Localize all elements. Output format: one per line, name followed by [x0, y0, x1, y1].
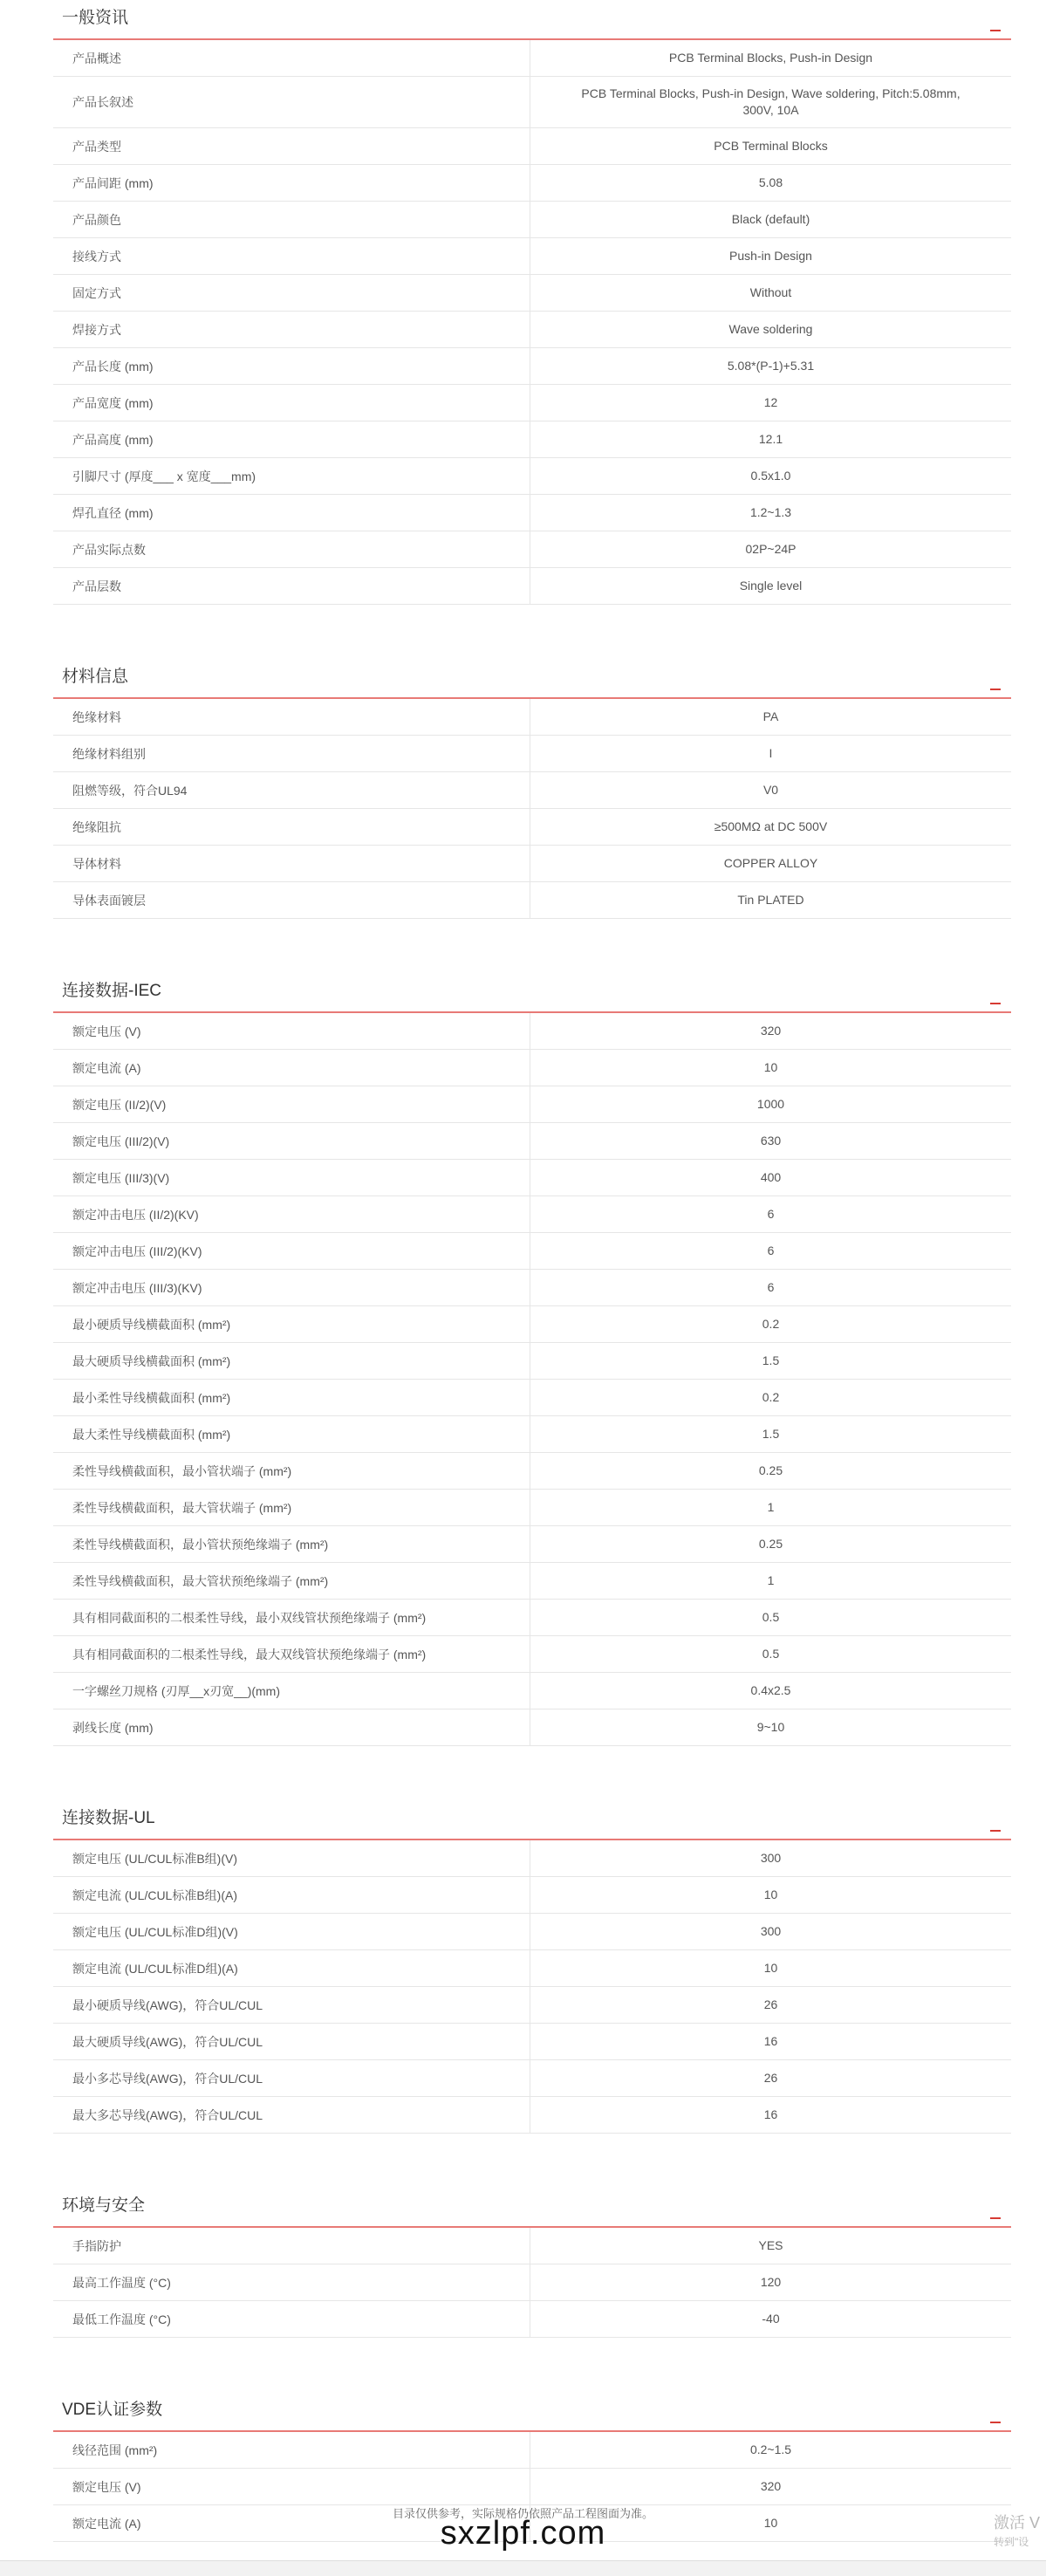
spec-label: 额定电流 (UL/CUL标准B组)(A): [53, 1877, 530, 1914]
spec-label: 一字螺丝刀规格 (刃厚__x刃宽__)(mm): [53, 1673, 530, 1709]
spec-label: 额定电流 (A): [53, 2505, 530, 2542]
spec-label: 绝缘材料: [53, 699, 530, 736]
spec-label: 额定电压 (UL/CUL标准D组)(V): [53, 1914, 530, 1950]
spec-label: 产品间距 (mm): [53, 165, 530, 202]
spec-label: 最大硬质导线(AWG)，符合UL/CUL: [53, 2024, 530, 2060]
spec-label: 最大硬质导线横截面积 (mm²): [53, 1343, 530, 1380]
collapse-icon[interactable]: [990, 2217, 1001, 2219]
spec-value: 10: [530, 1950, 1012, 1987]
section-gap: [53, 1746, 1011, 1800]
spec-label: 额定电压 (V): [53, 2469, 530, 2505]
spec-value: 120: [530, 2264, 1012, 2301]
table-row: [53, 2432, 1011, 2469]
table-row: [53, 1343, 1011, 1380]
windows-activation-notice: [994, 2513, 1046, 2552]
spec-value: 6: [530, 1196, 1012, 1233]
spec-label: 额定电流 (UL/CUL标准D组)(A): [53, 1950, 530, 1987]
spec-value: Push-in Design: [530, 238, 1012, 275]
spec-value: 26: [530, 2060, 1012, 2097]
activation-title: 激活 V: [994, 2514, 1041, 2531]
table-row: [53, 736, 1011, 772]
spec-value: 1.5: [530, 1343, 1012, 1380]
section-header: [53, 0, 1011, 40]
section-header: [53, 1800, 1011, 1840]
spec-label: 线径范围 (mm²): [53, 2432, 530, 2469]
table-row: [53, 1914, 1011, 1950]
collapse-icon[interactable]: [990, 1830, 1001, 1832]
table-row: [53, 1233, 1011, 1270]
table-row: [53, 1086, 1011, 1123]
spec-label: 额定冲击电压 (III/2)(KV): [53, 1233, 530, 1270]
section-gap: [53, 605, 1011, 659]
spec-label: 产品宽度 (mm): [53, 385, 530, 421]
spec-value: I: [530, 736, 1012, 772]
footer-note: 目录仅供参考，实际规格仍依照产品工程图面为准。: [392, 2507, 653, 2520]
table-row: [53, 1416, 1011, 1453]
table-row: [53, 1270, 1011, 1306]
spec-value: ≥500MΩ at DC 500V: [530, 809, 1012, 846]
spec-label: 最高工作温度 (°C): [53, 2264, 530, 2301]
spec-value: 0.5x1.0: [530, 458, 1012, 495]
table-row: [53, 1050, 1011, 1086]
section-header: [53, 2188, 1011, 2228]
table-row: [53, 531, 1011, 568]
spec-value: 10: [530, 1877, 1012, 1914]
site-watermark: sxzlpf.com: [440, 2515, 606, 2552]
spec-label: 剥线长度 (mm): [53, 1709, 530, 1746]
table-row: [53, 2228, 1011, 2264]
table-row: [53, 1673, 1011, 1709]
table-row: [53, 1600, 1011, 1636]
spec-value: 0.2: [530, 1306, 1012, 1343]
table-row: [53, 2469, 1011, 2505]
table-row: [53, 568, 1011, 605]
spec-label: 额定电压 (UL/CUL标准B组)(V): [53, 1840, 530, 1877]
spec-value: 320: [530, 1013, 1012, 1050]
spec-value: 1: [530, 1490, 1012, 1526]
spec-table: [53, 40, 1011, 605]
spec-label: 柔性导线横截面积，最大管状预绝缘端子 (mm²): [53, 1563, 530, 1600]
section-title: VDE认证参数: [62, 2401, 163, 2419]
section-title: 连接数据-IEC: [62, 982, 162, 1000]
table-row: [53, 1160, 1011, 1196]
spec-value: 6: [530, 1233, 1012, 1270]
spec-value: V0: [530, 772, 1012, 809]
table-row: [53, 1013, 1011, 1050]
table-row: [53, 2264, 1011, 2301]
spec-table: [53, 699, 1011, 919]
section-gap: [53, 2338, 1011, 2392]
table-row: [53, 1306, 1011, 1343]
spec-table: [53, 1013, 1011, 1746]
table-row: [53, 1563, 1011, 1600]
spec-label: 额定电压 (III/2)(V): [53, 1123, 530, 1160]
spec-value: 6: [530, 1270, 1012, 1306]
spec-label: 产品实际点数: [53, 531, 530, 568]
spec-value: 0.2~1.5: [530, 2432, 1012, 2469]
spec-value: Without: [530, 275, 1012, 312]
table-row: [53, 40, 1011, 77]
spec-value: 12.1: [530, 421, 1012, 458]
spec-label: 最大多芯导线(AWG)，符合UL/CUL: [53, 2097, 530, 2134]
spec-value: 320: [530, 2469, 1012, 2505]
spec-value: 5.08: [530, 165, 1012, 202]
spec-label: 最小多芯导线(AWG)，符合UL/CUL: [53, 2060, 530, 2097]
spec-value: 16: [530, 2097, 1012, 2134]
spec-value: PCB Terminal Blocks: [530, 128, 1012, 165]
table-row: [53, 495, 1011, 531]
spec-value: 26: [530, 1987, 1012, 2024]
spec-label: 具有相同截面积的二根柔性导线，最大双线管状预绝缘端子 (mm²): [53, 1636, 530, 1673]
spec-label: 具有相同截面积的二根柔性导线，最小双线管状预绝缘端子 (mm²): [53, 1600, 530, 1636]
spec-value: PA: [530, 699, 1012, 736]
spec-label: 柔性导线横截面积，最小管状端子 (mm²): [53, 1453, 530, 1490]
table-row: [53, 809, 1011, 846]
spec-label: 产品高度 (mm): [53, 421, 530, 458]
spec-value: 0.2: [530, 1380, 1012, 1416]
section-title: 一般资讯: [62, 9, 129, 27]
spec-label: 额定电流 (A): [53, 1050, 530, 1086]
spec-value: 300: [530, 1914, 1012, 1950]
spec-label: 阻燃等级，符合UL94: [53, 772, 530, 809]
table-row: [53, 275, 1011, 312]
table-row: [53, 348, 1011, 385]
section-title: 连接数据-UL: [62, 1809, 155, 1827]
spec-value: 0.25: [530, 1453, 1012, 1490]
table-row: [53, 1709, 1011, 1746]
table-row: [53, 312, 1011, 348]
spec-label: 导体表面镀层: [53, 882, 530, 919]
collapse-icon[interactable]: [990, 1003, 1001, 1004]
spec-label: 导体材料: [53, 846, 530, 882]
spec-value: 1: [530, 1563, 1012, 1600]
collapse-icon[interactable]: [990, 689, 1001, 690]
table-row: [53, 165, 1011, 202]
section-header: [53, 2392, 1011, 2432]
spec-value: -40: [530, 2301, 1012, 2338]
table-row: [53, 2060, 1011, 2097]
spec-section: [53, 0, 1011, 605]
spec-label: 最大柔性导线横截面积 (mm²): [53, 1416, 530, 1453]
spec-label: 引脚尺寸 (厚度___ x 宽度___mm): [53, 458, 530, 495]
spec-sheet: [53, 0, 1011, 2542]
spec-label: 最小硬质导线(AWG)，符合UL/CUL: [53, 1987, 530, 2024]
spec-table: [53, 1840, 1011, 2134]
spec-label: 产品长叙述: [53, 77, 530, 128]
spec-label: 柔性导线横截面积，最大管状端子 (mm²): [53, 1490, 530, 1526]
spec-value: 0.25: [530, 1526, 1012, 1563]
spec-label: 额定电压 (II/2)(V): [53, 1086, 530, 1123]
table-row: [53, 1987, 1011, 2024]
table-row: [53, 2024, 1011, 2060]
spec-label: 柔性导线横截面积，最小管状预绝缘端子 (mm²): [53, 1526, 530, 1563]
spec-label: 额定电压 (III/3)(V): [53, 1160, 530, 1196]
bottom-toolbar: [0, 2560, 1046, 2576]
spec-value: Tin PLATED: [530, 882, 1012, 919]
spec-value: COPPER ALLOY: [530, 846, 1012, 882]
spec-value: PCB Terminal Blocks, Push-in Design, Wave soldering, Pitch:5.08mm, 300V, 10A: [530, 77, 1012, 128]
spec-section: [53, 1800, 1011, 2134]
spec-value: 300: [530, 1840, 1012, 1877]
section-header: [53, 973, 1011, 1013]
spec-value: PCB Terminal Blocks, Push-in Design: [530, 40, 1012, 77]
spec-value: 0.5: [530, 1600, 1012, 1636]
section-title: 环境与安全: [62, 2196, 146, 2215]
spec-label: 产品层数: [53, 568, 530, 605]
spec-section: [53, 659, 1011, 919]
spec-value: Single level: [530, 568, 1012, 605]
spec-value: 630: [530, 1123, 1012, 1160]
spec-value: 5.08*(P-1)+5.31: [530, 348, 1012, 385]
spec-label: 焊孔直径 (mm): [53, 495, 530, 531]
spec-value: 12: [530, 385, 1012, 421]
section-gap: [53, 2134, 1011, 2188]
spec-value: 1.5: [530, 1416, 1012, 1453]
spec-value: 9~10: [530, 1709, 1012, 1746]
spec-label: 产品颜色: [53, 202, 530, 238]
table-row: [53, 1196, 1011, 1233]
collapse-icon[interactable]: [990, 2422, 1001, 2423]
spec-label: 绝缘材料组别: [53, 736, 530, 772]
spec-section: [53, 973, 1011, 1746]
spec-label: 产品长度 (mm): [53, 348, 530, 385]
table-row: [53, 2097, 1011, 2134]
table-row: [53, 772, 1011, 809]
table-row: [53, 1636, 1011, 1673]
section-title: 材料信息: [62, 668, 129, 686]
spec-label: 绝缘阻抗: [53, 809, 530, 846]
spec-label: 最低工作温度 (°C): [53, 2301, 530, 2338]
spec-label: 产品类型: [53, 128, 530, 165]
spec-label: 最小柔性导线横截面积 (mm²): [53, 1380, 530, 1416]
spec-value: Black (default): [530, 202, 1012, 238]
spec-label: 手指防护: [53, 2228, 530, 2264]
table-row: [53, 238, 1011, 275]
spec-value: 1.2~1.3: [530, 495, 1012, 531]
table-row: [53, 1840, 1011, 1877]
table-row: [53, 458, 1011, 495]
spec-value: 400: [530, 1160, 1012, 1196]
spec-value: YES: [530, 2228, 1012, 2264]
section-header: [53, 659, 1011, 699]
table-row: [53, 1950, 1011, 1987]
table-row: [53, 846, 1011, 882]
spec-label: 额定冲击电压 (III/3)(KV): [53, 1270, 530, 1306]
spec-value: 10: [530, 1050, 1012, 1086]
table-row: [53, 77, 1011, 128]
spec-label: 固定方式: [53, 275, 530, 312]
spec-value: 0.4x2.5: [530, 1673, 1012, 1709]
activation-subtitle: 转到"设: [994, 2536, 1029, 2548]
spec-value: 0.5: [530, 1636, 1012, 1673]
spec-value: 1000: [530, 1086, 1012, 1123]
section-gap: [53, 919, 1011, 973]
table-row: [53, 128, 1011, 165]
table-row: [53, 1123, 1011, 1160]
spec-section: [53, 2188, 1011, 2338]
table-row: [53, 385, 1011, 421]
table-row: [53, 882, 1011, 919]
spec-value: 16: [530, 2024, 1012, 2060]
table-row: [53, 1526, 1011, 1563]
spec-label: 焊接方式: [53, 312, 530, 348]
spec-value: Wave soldering: [530, 312, 1012, 348]
table-row: [53, 1877, 1011, 1914]
table-row: [53, 699, 1011, 736]
spec-value: 10: [530, 2505, 1012, 2542]
spec-label: 额定电压 (V): [53, 1013, 530, 1050]
table-row: [53, 1453, 1011, 1490]
spec-label: 产品概述: [53, 40, 530, 77]
table-row: [53, 1380, 1011, 1416]
table-row: [53, 202, 1011, 238]
table-row: [53, 421, 1011, 458]
collapse-icon[interactable]: [990, 30, 1001, 31]
spec-value: 02P~24P: [530, 531, 1012, 568]
table-row: [53, 1490, 1011, 1526]
spec-label: 额定冲击电压 (II/2)(KV): [53, 1196, 530, 1233]
spec-label: 最小硬质导线横截面积 (mm²): [53, 1306, 530, 1343]
spec-label: 接线方式: [53, 238, 530, 275]
spec-table: [53, 2228, 1011, 2338]
table-row: [53, 2301, 1011, 2338]
